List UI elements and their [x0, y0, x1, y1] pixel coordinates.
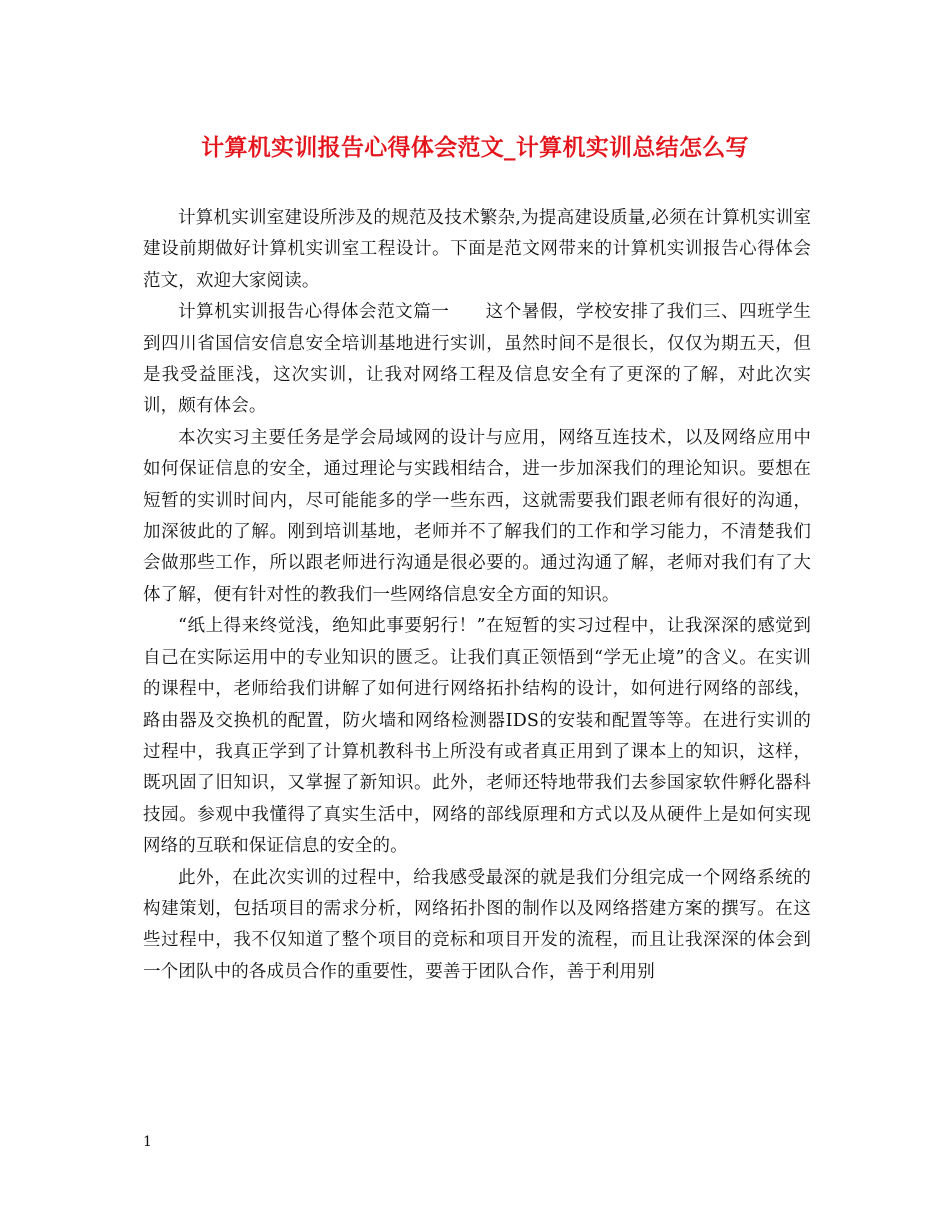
document-title: 计算机实训报告心得体会范文_计算机实训总结怎么写 — [201, 135, 749, 161]
paragraph-1: 计算机实训报告心得体会范文篇一 这个暑假，学校安排了我们三、四班学生到四川省国信安信息安全培训基地进行实训，虽然时间不是很长，仅仅为期五天，但是我受益匪浅，这次实训，让我对网络工程及信息安全有了更深的了解，对此次实训，颇有体会。 — [143, 302, 811, 417]
paragraph-3: “纸上得来终觉浅，绝知此事要躬行！”在短暂的实习过程中，让我深深的感觉到自己在实际运用中的专业知识的匮乏。让我们真正领悟到“学无止境”的含义。在实训的课程中，老师给我们讲解了如何进行网络拓扑结构的设计，如何进行网络的部线，路由器及交换机的配置，防火墙和网络检测器IDS的安装和配置等等。在进行实训的过程中，我真正学到了计算机教科书上所没有或者真正用到了课本上的知识，这样，既巩固了旧知识，又掌握了新知识。此外，老师还特地带我们去参国家软件孵化器科技园。参观中我懂得了真实生活中，网络的部线原理和方式以及从硬件上是如何实现网络的互联和保证信息的安全的。 — [143, 616, 811, 857]
paragraph-4: 此外，在此次实训的过程中，给我感受最深的就是我们分组完成一个网络系统的构建策划，包括项目的需求分析，网络拓扑图的制作以及网络搭建方案的撰写。在这些过程中，我不仅知道了整个项目的竞标和项目开发的流程，而且让我深深的体会到一个团队中的各成员合作的重要性，要善于团队合作，善于利用别 — [143, 867, 811, 982]
page-number: 1 — [143, 1134, 152, 1150]
paragraph-2: 本次实习主要任务是学会局域网的设计与应用，网络互连技术，以及网络应用中如何保证信息的安全，通过理论与实践相结合，进一步加深我们的理论知识。要想在短暂的实训时间内，尽可能能多的学一些东西，这就需要我们跟老师有很好的沟通，加深彼此的了解。刚到培训基地，老师并不了解我们的工作和学习能力，不清楚我们会做那些工作，所以跟老师进行沟通是很必要的。通过沟通了解，老师对我们有了大体了解，便有针对性的教我们一些网络信息安全方面的知识。 — [143, 427, 811, 605]
paragraph-intro: 计算机实训室建设所涉及的规范及技术繁杂,为提高建设质量,必须在计算机实训室建设前期做好计算机实训室工程设计。下面是范文网带来的计算机实训报告心得体会范文，欢迎大家阅读。 — [143, 208, 811, 291]
document-body — [143, 203, 811, 988]
